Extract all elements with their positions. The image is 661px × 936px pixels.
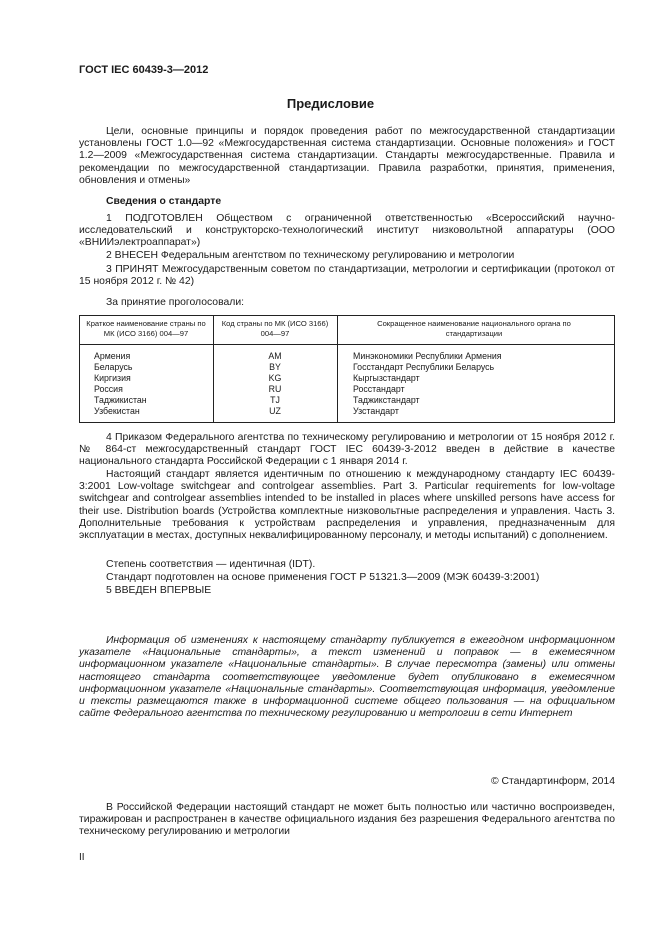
body-cell: Таджикстандарт [353, 395, 420, 405]
table-vline [337, 315, 338, 423]
info-heading: Сведения о стандарте [106, 196, 222, 207]
body-cell: Узстандарт [353, 406, 399, 416]
code-cell: BY [269, 362, 281, 372]
col-header-country: Краткое наименование страны по МК (ИСО 3166) 004—97 [86, 319, 206, 338]
country-cell: Таджикистан [94, 395, 147, 405]
item-2-introduced: 2 ВНЕСЕН Федеральным агентством по техническому регулированию и метрологии [106, 250, 515, 261]
table-vline [614, 315, 615, 423]
table-header-divider [79, 344, 615, 345]
code-cell: KG [268, 373, 282, 383]
code-cell: RU [268, 384, 282, 394]
code-cell: AM [268, 351, 282, 361]
code-cell: TJ [270, 395, 280, 405]
country-cell: Беларусь [94, 362, 133, 372]
voting-table [79, 315, 615, 423]
table-border-bottom [79, 422, 615, 423]
item-1-prepared: 1 ПОДГОТОВЛЕН Обществом с ограниченной ответственностью «Всероссийский научно-исследовательский и конструкторско-технологический институт низковольтной аппаратуры (ООО «ВНИИэлектроаппарат») [79, 213, 615, 249]
col-header-body: Сокращенное наименование национального органа по стандартизации [377, 319, 571, 338]
item-3-adopted: 3 ПРИНЯТ Межгосударственным советом по стандартизации, метрологии и сертификации (протокол от 15 ноября 2012 г. № 42) [79, 264, 615, 288]
intro-paragraph: Цели, основные принципы и порядок проведения работ по межгосударственной стандартизации установлены ГОСТ 1.0—92 «Межгосударственная система стандартизации. Основные положения» и ГОСТ 1.2—2009 «Межгосударственная система стандартизации. Стандарты межгосударственные. Правила и рекомендации по межгосударственной стандартизации. Правила разработки, принятия, применения, обновления и отмены» [79, 126, 615, 186]
table-border-top [79, 315, 615, 316]
degree-line: Степень соответствия — идентичная (IDT). [106, 559, 316, 570]
code-cell: UZ [269, 406, 281, 416]
reproduction-notice: В Российской Федерации настоящий стандарт не может быть полностью или частично воспроизведен, тиражирован и распространен в качестве официального издания без разрешения Федерального агентства по техническому регулированию и метрологии [79, 802, 615, 838]
item-5-first-introduced: 5 ВВЕДЕН ВПЕРВЫЕ [106, 585, 212, 596]
item-4-order: 4 Приказом Федерального агентства по техническому регулированию и метрологии от 15 ноября 2012 г. № 864-ст межгосударственный стандарт ГОСТ IEC 60439-3-2012 введен в действие в качестве национального стандарта Российской Федерации с 1 января 2014 г. [79, 432, 615, 468]
basis-line: Стандарт подготовлен на основе применения ГОСТ Р 51321.3—2009 (МЭК 60439-3:2001) [106, 572, 540, 583]
body-cell: Кыргызстандарт [353, 373, 420, 383]
page-title: Предисловие [286, 96, 375, 111]
country-cell: Киргизия [94, 373, 131, 383]
identity-paragraph: Настоящий стандарт является идентичным по отношению к международному стандарту IEC 60439-3:2001 Low-voltage switchgear and controlgear assemblies. Part 3. Particular requirements for low-voltage switchgear and controlgear assemblies intended to be installed in places where unskilled persons have access for their use. Distribution boards (Устройства комплектные низковольтные распределения и управления. Часть 3. Дополнительные требования к устройствам распределения и управления, предназначенным для эксплуатации в местах, доступных неквалифицированному персоналу, и методы испытаний) с дополнением. [79, 469, 615, 542]
body-cell: Росстандарт [353, 384, 405, 394]
country-cell: Россия [94, 384, 123, 394]
page-number: II [79, 852, 85, 863]
changes-info-notice: Информация об изменениях к настоящему стандарту публикуется в ежегодном информационном указателе «Национальные стандарты», а текст изменений и поправок — в ежемесячном информационном указателе «Национальные стандарты». В случае пересмотра (замены) или отмены настоящего стандарта соответствующее уведомление будет опубликовано в ежемесячном информационном указателе «Национальные стандарты». Соответствующая информация, уведомление и тексты размещаются также в информационной системе общего пользования — на официальном сайте Федерального агентства по техническому регулированию и метрологии в сети Интернет [79, 635, 615, 720]
body-cell: Госстандарт Республики Беларусь [353, 362, 495, 372]
copyright: © Стандартинформ, 2014 [490, 776, 615, 787]
standard-id-header: ГОСТ IEC 60439-3—2012 [79, 64, 209, 76]
col-header-code: Код страны по МК (ИСО 3166) 004—97 [221, 319, 329, 338]
country-cell: Узбекистан [94, 406, 140, 416]
country-cell: Армения [94, 351, 131, 361]
table-vline [79, 315, 80, 423]
voted-label: За принятие проголосовали: [106, 297, 245, 308]
body-cell: Минэкономики Республики Армения [353, 351, 502, 361]
